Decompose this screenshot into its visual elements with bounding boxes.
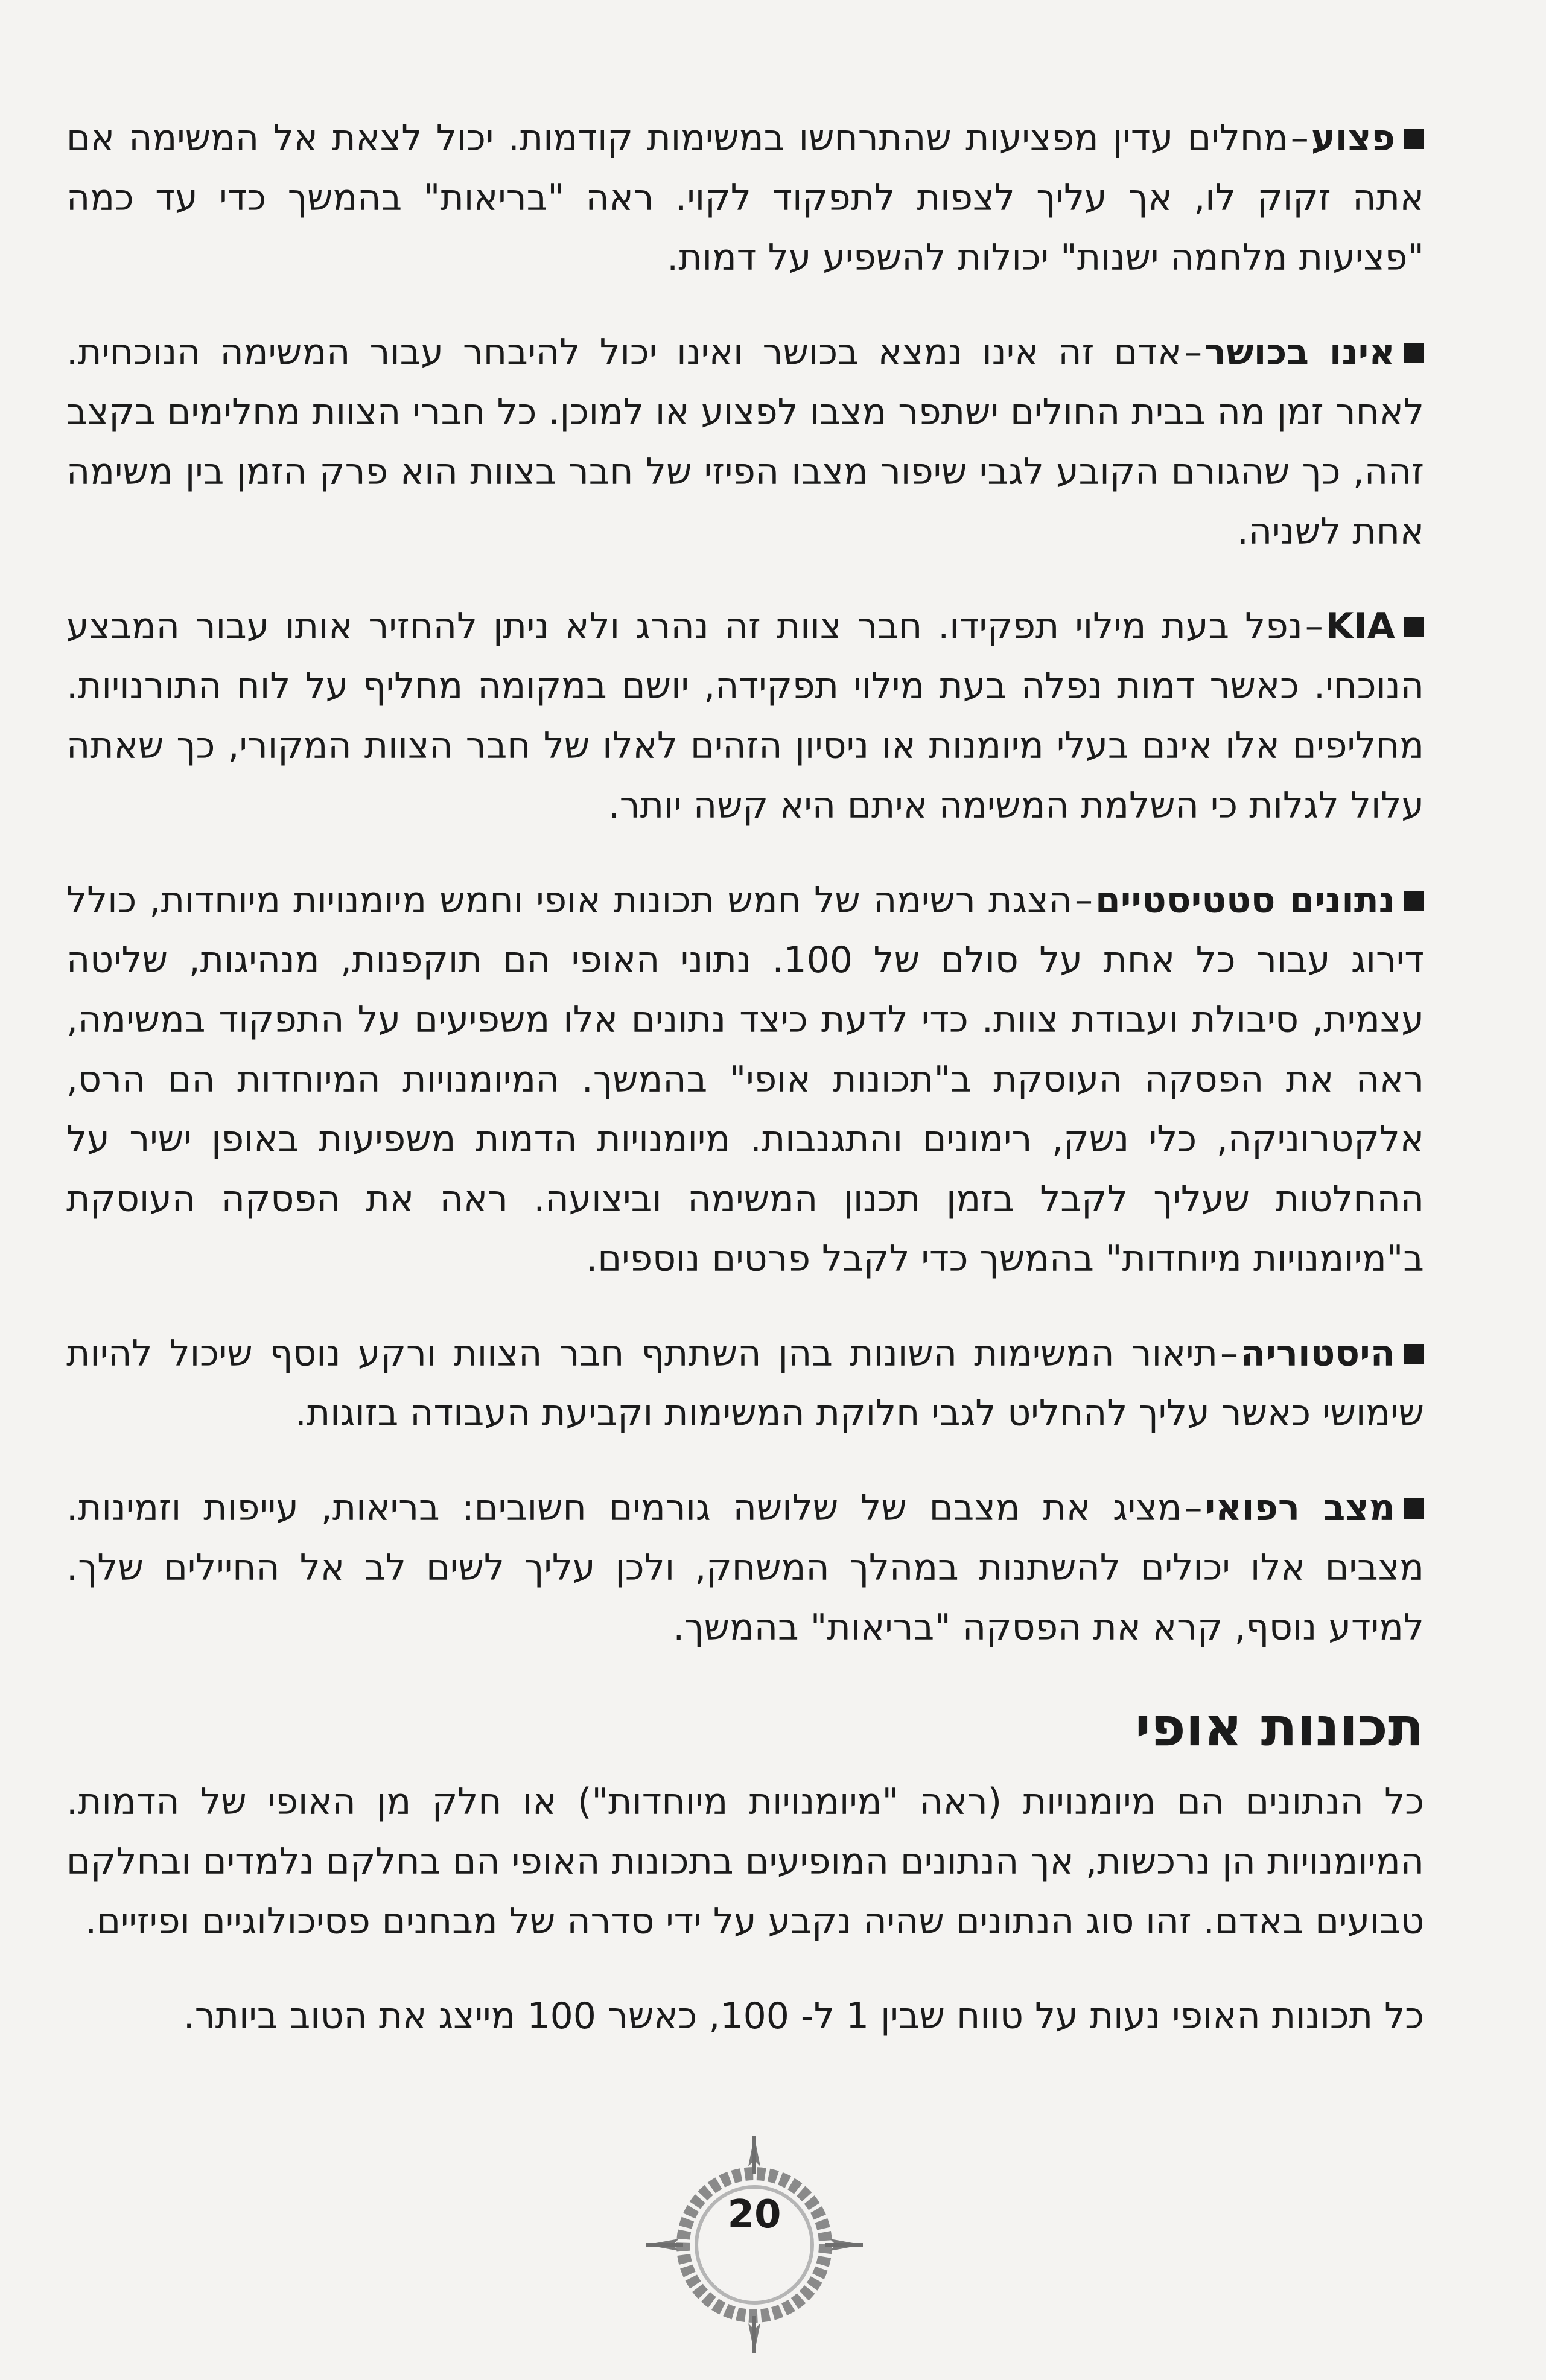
square-bullet-icon: [1404, 343, 1424, 363]
entry-text: מציג את מצבם של שלושה גורמים חשובים: בריאות, עייפות וזמינות. מצבים אלו יכולים להשתנות במהלך המשחק, ולכן עליך לשים לב אל החיילים שלך. למידע נוסף, קרא את הפסקה "בריאות" בהמשך.: [66, 1487, 1424, 1649]
entry-term: KIA: [1325, 605, 1395, 648]
section-paragraph: כל הנתונים הם מיומנויות (ראה "מיומנויות מיוחדות") או חלק מן האופי של הדמות. המיומנויות הן נרכשות, אך הנתונים המופיעים בתכונות האופי הם בחלקם נלמדים ובחלקם טבועים באדם. זהו סוג הנתונים שהיה נקבע על ידי סדרה של מבחנים פסיכולוגיים ופיזיים.: [66, 1781, 1424, 1942]
entry-dash: –: [1074, 879, 1093, 921]
entry-term: אינו בכושר: [1204, 331, 1395, 374]
page-body: [66, 109, 1424, 2081]
entry-dash: –: [1290, 117, 1309, 159]
entry-history: [66, 1324, 1424, 1443]
entry-wounded: [66, 109, 1424, 288]
entry-text: הצגת רשימה של חמש תכונות אופי וחמש מיומנויות מיוחדות, כולל דירוג עבור כל אחת על סולם של 100. נתוני האופי הם תוקפנות, מנהיגות, שליטה עצמית, סיבולת ועבודת צוות. כדי לדעת כיצד נתונים אלו משפיעים על התפקוד במשימה, ראה את הפסקה העוסקת ב"תכונות אופי" בהמשך. המיומנויות המיוחדות הם הרס, אלקטרוניקה, כלי נשק, רימונים והתגנבות. מיומנויות הדמות משפיעות באופן ישיר על ההחלטות שעליך לקבל בזמן תכנון המשימה וביצועה. ראה את הפסקה העוסקת ב"מיומנויות מיוחדות" בהמשך כדי לקבל פרטים נוספים.: [66, 879, 1424, 1280]
entry-term: נתונים סטטיסטיים: [1095, 879, 1395, 921]
entry-text: אדם זה אינו נמצא בכושר ואינו יכול להיבחר עבור המשימה הנוכחית. לאחר זמן מה בבית החולים ישתפר מצבו לפצוע או למוכן. כל חברי הצוות מחלימים בקצב זהה, כך שהגורם הקובע לגבי שיפור מצבו הפיזי של חבר בצוות הוא פרק הזמן בין משימה אחת לשניה.: [66, 331, 1424, 553]
entry-term: פצוע: [1311, 117, 1395, 159]
entry-text: נפל בעת מילוי תפקידו. חבר צוות זה נהרג ולא ניתן להחזיר אותו עבור המבצע הנוכחי. כאשר דמות נפלה בעת מילוי תפקידה, יושם במקומה מחליף על לוח התורנויות. מחליפים אלו אינם בעלי מיומנות או ניסיון הזהים לאלו של חבר הצוות המקורי, כך שאתה עלול לגלות כי השלמת המשימה איתם היא קשה יותר.: [66, 605, 1424, 827]
crosshair-emblem-icon: [646, 2130, 863, 2359]
entry-term: היסטוריה: [1240, 1332, 1395, 1375]
square-bullet-icon: [1404, 891, 1424, 911]
square-bullet-icon: [1404, 1498, 1424, 1519]
entry-medical-status: [66, 1478, 1424, 1658]
page-number: 20: [727, 2192, 781, 2237]
entry-dash: –: [1220, 1332, 1238, 1375]
entry-statistics: [66, 871, 1424, 1289]
section-heading: תכונות אופי: [1134, 1696, 1424, 1758]
entry-unfit: [66, 323, 1424, 562]
entry-dash: –: [1305, 605, 1323, 648]
entry-text: תיאור המשימות השונות בהן השתתף חבר הצוות ורקע נוסף שיכול להיות שימושי כאשר עליך להחליט לגבי חלוקת המשימות וקביעת העבודה בזוגות.: [66, 1332, 1424, 1434]
entry-dash: –: [1184, 331, 1203, 374]
entry-term: מצב רפואי: [1204, 1487, 1395, 1529]
square-bullet-icon: [1404, 1344, 1424, 1364]
square-bullet-icon: [1404, 617, 1424, 637]
square-bullet-icon: [1404, 129, 1424, 149]
section-paragraph: כל תכונות האופי נעות על טווח שבין 1 ל- 100, כאשר 100 מייצג את הטוב ביותר.: [183, 1995, 1424, 2037]
entry-text: מחלים עדין מפציעות שהתרחשו במשימות קודמות. יכול לצאת אל המשימה אם אתה זקוק לו, אך עליך לצפות לתפקוד לקוי. ראה "בריאות" בהמשך כדי עד כמה "פציעות מלחמה ישנות" יכולות להשפיע על דמות.: [66, 117, 1424, 279]
entry-dash: –: [1184, 1487, 1203, 1529]
entry-kia: [66, 597, 1424, 836]
